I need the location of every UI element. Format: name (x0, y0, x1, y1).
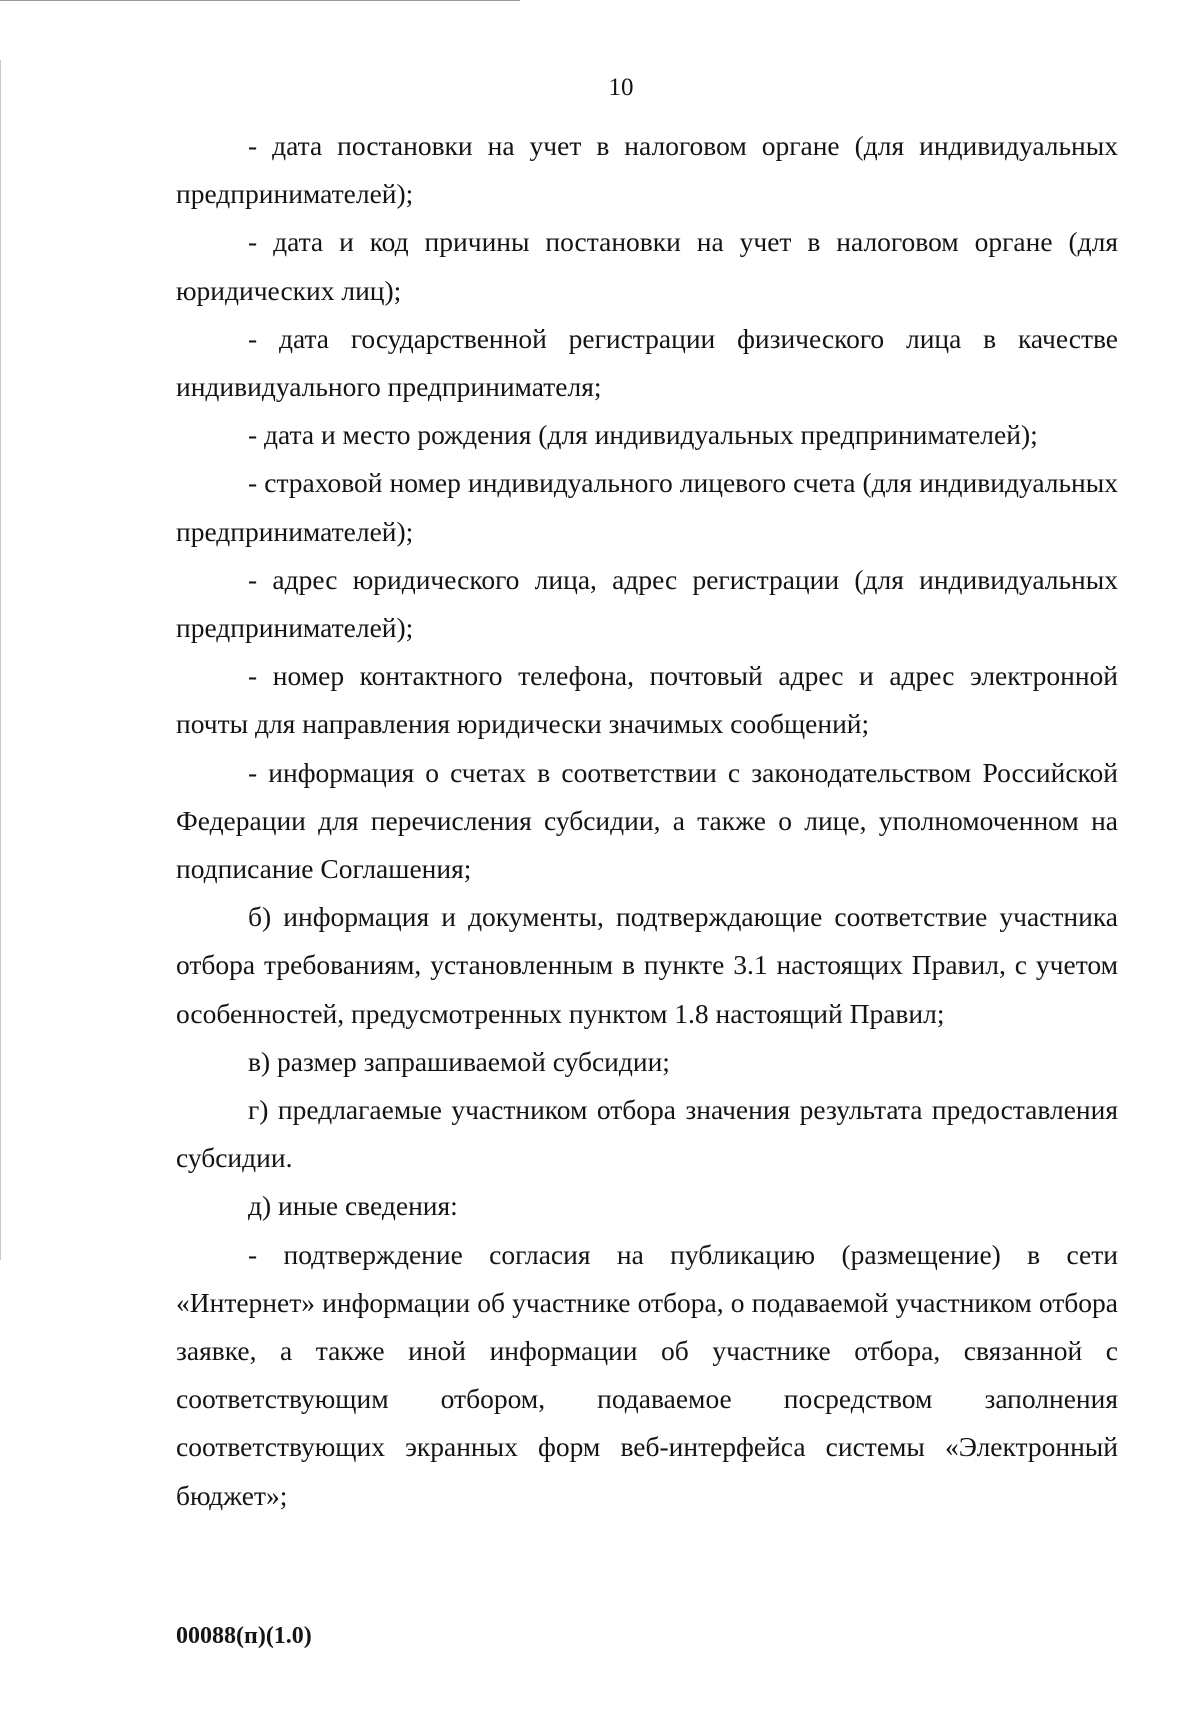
paragraph: б) информация и документы, подтверждающие соответствие участника отбора требованиям, установленным в пункте 3.1 настоящих Правил, с учетом особенностей, предусмотренных пунктом 1.8 настоящий Правил; (176, 901, 1118, 1029)
paragraph: - дата государственной регистрации физического лица в качестве индивидуального предпринимателя; (176, 322, 1118, 403)
document-body (176, 122, 1118, 1520)
paragraph: - информация о счетах в соответствии с законодательством Российской Федерации для перечисления субсидии, а также о лице, уполномоченном на подписание Соглашения; (176, 756, 1118, 885)
paragraph: - номер контактного телефона, почтовый адрес и адрес электронной почты для направления юридически значимых сообщений; (176, 660, 1118, 740)
paragraph: - страховой номер индивидуального лицевого счета (для индивидуальных предпринимателей); (176, 467, 1118, 547)
paragraph: г) предлагаемые участником отбора значения результата предоставления субсидии. (176, 1094, 1118, 1174)
paragraph: - дата и место рождения (для индивидуальных предпринимателей); (248, 419, 1038, 451)
paragraph: - подтверждение согласия на публикацию (размещение) в сети «Интернет» информации об участнике отбора, о подаваемой участником отбора заявке, а также иной информации об участнике отбора, связанной с соответствующим отбором, подаваемое посредством заполнения соответствующих экранных форм веб-интерфейса системы «Электронный бюджет»; (176, 1238, 1118, 1511)
paragraph: в) размер запрашиваемой субсидии; (248, 1045, 670, 1077)
paragraph: д) иные сведения: (248, 1190, 458, 1222)
paragraph: - адрес юридического лица, адрес регистрации (для индивидуальных предпринимателей); (176, 563, 1118, 644)
paragraph: - дата и код причины постановки на учет в налоговом органе (для юридических лиц); (176, 226, 1118, 306)
scan-left-edge (0, 60, 1, 1260)
page-number: 10 (608, 74, 634, 101)
scan-top-edge (0, 0, 520, 1)
document-code: 00088(п)(1.0) (176, 1623, 312, 1649)
paragraph: - дата постановки на учет в налоговом органе (для индивидуальных предпринимателей); (176, 130, 1118, 210)
